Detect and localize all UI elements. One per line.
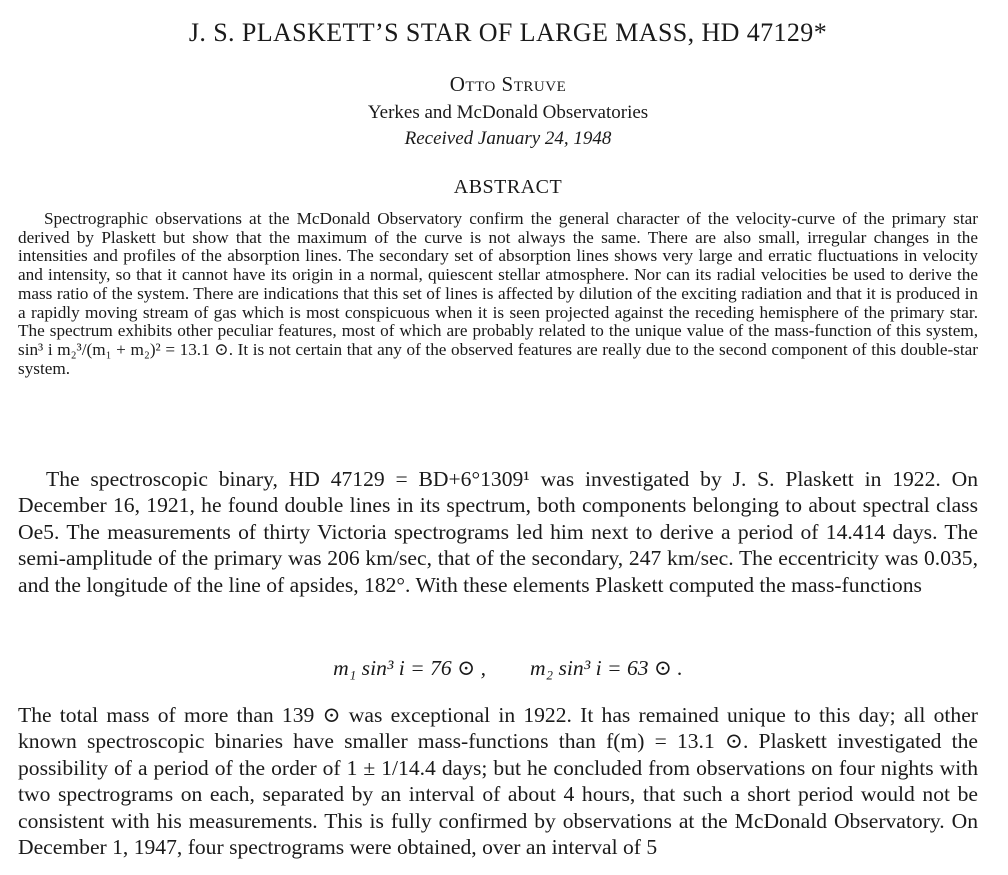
equation-left: m₁ sin³ i = 76 ⊙ , xyxy=(333,656,486,680)
abstract-text: Spectrographic observations at the McDonald Observatory confirm the general character of the velocity-curve of the primary star derived by Plaskett but show that the maximum of the curve is not always the same. There are also small, irregular changes in the intensities and profiles of the absorption lines. The secondary set of absorption lines shows very large and erratic fluctuations in velocity and intensity, so that it cannot have its origin in a normal, quiescent stellar atmosphere. Nor can its radial velocities be used to derive the mass ratio of the system. There are indications that this set of lines is affected by dilution of the exciting radiation and that it is produced in a rapidly moving stream of gas which is most conspicuous when it is seen projected against the receding hemisphere of the primary star. The spectrum exhibits other peculiar features, most of which are probably related to the unique value of the mass-function of this system, sin³ i m₂³/(m₁ + m₂)² = 13.1 ⊙. It is not certain that any of the observed features are really due to the second component of this double-star system. xyxy=(18,209,978,378)
equation-right: m₂ sin³ i = 63 ⊙ . xyxy=(530,656,683,680)
body-paragraph-2: The total mass of more than 139 ⊙ was exceptional in 1922. It has remained unique to this day; all other known spectroscopic binaries have smaller mass-functions than f(m) = 13.1 ⊙. Plaskett investigated the possibility of a period of the order of 1 ± 1/14.4 days; but he concluded from observations on four nights with two spectrograms on each, separated by an interval of about 4 hours, that such a short period would not be consistent with his measurements. This is fully confirmed by observations at the McDonald Observatory. On December 1, 1947, four spectrograms were obtained, over an interval of 5 xyxy=(18,703,978,860)
paper-title: J. S. PLASKETT’S STAR OF LARGE MASS, HD 47129* xyxy=(188,18,828,47)
author-affiliation: Yerkes and McDonald Observatories xyxy=(367,102,649,123)
mass-function-equation xyxy=(18,654,998,682)
abstract-heading: ABSTRACT xyxy=(453,176,563,198)
author-name: Otto Struve xyxy=(449,72,567,96)
received-date: Received January 24, 1948 xyxy=(404,128,612,149)
body-paragraph-1: The spectroscopic binary, HD 47129 = BD+6°1309¹ was investigated by J. S. Plaskett in 1922. On December 16, 1921, he found double lines in its spectrum, both components belonging to about spectral class Oe5. The measurements of thirty Victoria spectrograms led him next to derive a period of 14.414 days. The semi-amplitude of the primary was 206 km/sec, that of the secondary, 247 km/sec. The eccentricity was 0.035, and the longitude of the line of apsides, 182°. With these elements Plaskett computed the mass-functions xyxy=(18,467,978,597)
